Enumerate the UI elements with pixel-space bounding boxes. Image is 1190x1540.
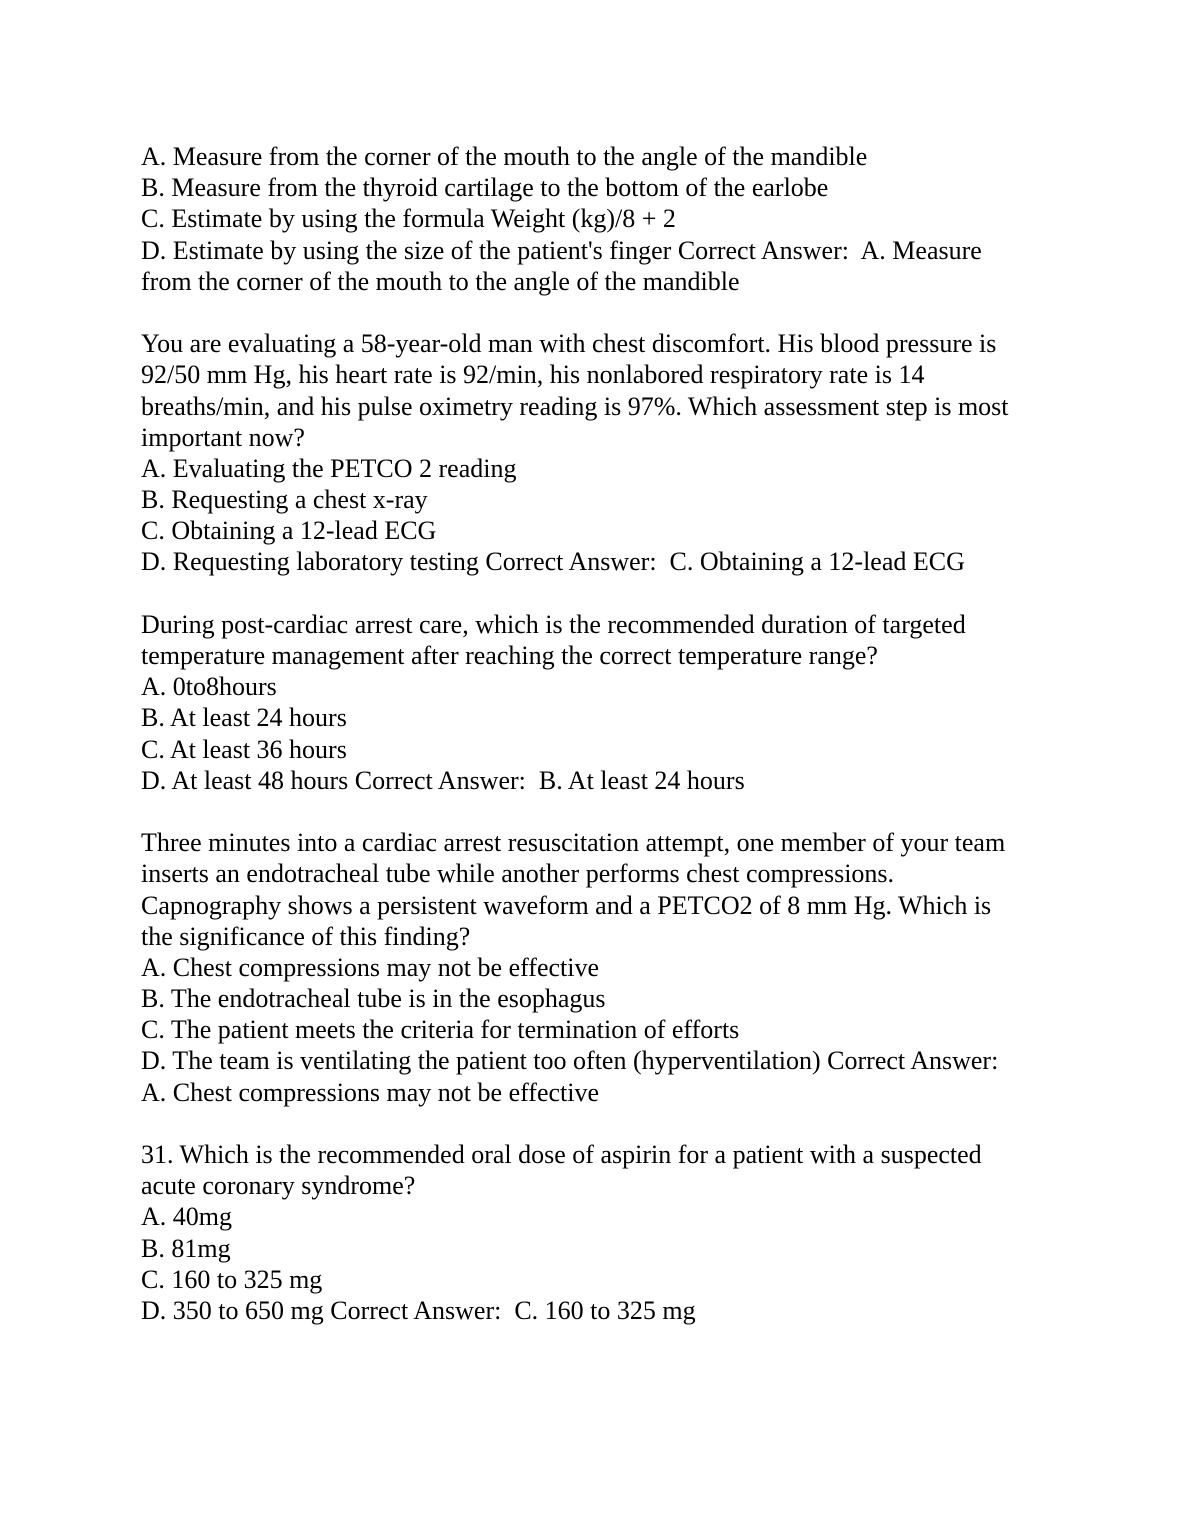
- answer-continuation: from the corner of the mouth to the angle of the mandible: [141, 266, 740, 296]
- question-text: 92/50 mm Hg, his heart rate is 92/min, his nonlabored respiratory rate is 14: [141, 360, 925, 390]
- question-text: acute coronary syndrome?: [141, 1171, 416, 1201]
- option-c: C. Estimate by using the formula Weight (kg)/8 + 2: [141, 204, 676, 234]
- question-block-4: [141, 827, 1061, 1108]
- option-a: A. 40mg: [141, 1202, 232, 1232]
- option-a: A. 0to8hours: [141, 672, 277, 702]
- question-text: the significance of this finding?: [141, 921, 471, 951]
- option-c: C. 160 to 325 mg: [141, 1264, 323, 1294]
- document-page: [141, 141, 1061, 1326]
- option-a: A. Measure from the corner of the mouth to the angle of the mandible: [141, 142, 868, 171]
- block-gap: [141, 297, 1061, 328]
- question-text: Capnography shows a persistent waveform and a PETCO2 of 8 mm Hg. Which is: [141, 890, 992, 920]
- option-c: C. The patient meets the criteria for termination of efforts: [141, 1015, 740, 1045]
- question-text: important now?: [141, 422, 305, 452]
- answer-continuation: A. Chest compressions may not be effective: [141, 1077, 600, 1107]
- option-c: C. Obtaining a 12-lead ECG: [141, 516, 437, 546]
- question-text: inserts an endotracheal tube while another performs chest compressions.: [141, 859, 895, 889]
- block-gap: [141, 578, 1061, 609]
- option-b: B. The endotracheal tube is in the esophagus: [141, 984, 606, 1014]
- question-block-5: [141, 1139, 1061, 1326]
- option-d-with-answer: D. The team is ventilating the patient too often (hyperventilation) Correct Answer:: [141, 1046, 999, 1076]
- option-b: B. At least 24 hours: [141, 703, 347, 733]
- option-d-with-answer: D. 350 to 650 mg Correct Answer: C. 160 to 325 mg: [141, 1295, 696, 1325]
- question-block-2: [141, 328, 1061, 578]
- question-block-1: [141, 141, 1061, 297]
- option-b: B. Requesting a chest x-ray: [141, 485, 428, 515]
- question-text: During post-cardiac arrest care, which is the recommended duration of targeted: [141, 609, 966, 639]
- option-d-with-answer: D. Estimate by using the size of the patient's finger Correct Answer: A. Measure: [141, 235, 982, 265]
- option-c: C. At least 36 hours: [141, 734, 347, 764]
- block-gap: [141, 796, 1061, 827]
- option-a: A. Chest compressions may not be effective: [141, 952, 600, 982]
- question-text: Three minutes into a cardiac arrest resuscitation attempt, one member of your team: [141, 828, 1006, 858]
- question-text: breaths/min, and his pulse oximetry reading is 97%. Which assessment step is most: [141, 391, 1009, 421]
- question-text: You are evaluating a 58-year-old man with chest discomfort. His blood pressure is: [141, 329, 997, 359]
- question-text: 31. Which is the recommended oral dose of aspirin for a patient with a suspected: [141, 1140, 982, 1169]
- option-b: B. Measure from the thyroid cartilage to the bottom of the earlobe: [141, 173, 829, 203]
- option-d-with-answer: D. At least 48 hours Correct Answer: B. At least 24 hours: [141, 765, 745, 795]
- option-d-with-answer: D. Requesting laboratory testing Correct Answer: C. Obtaining a 12-lead ECG: [141, 547, 965, 577]
- question-text: temperature management after reaching the correct temperature range?: [141, 641, 878, 670]
- option-a: A. Evaluating the PETCO 2 reading: [141, 453, 517, 483]
- block-gap: [141, 1108, 1061, 1139]
- option-b: B. 81mg: [141, 1233, 231, 1263]
- question-block-3: [141, 609, 1061, 796]
